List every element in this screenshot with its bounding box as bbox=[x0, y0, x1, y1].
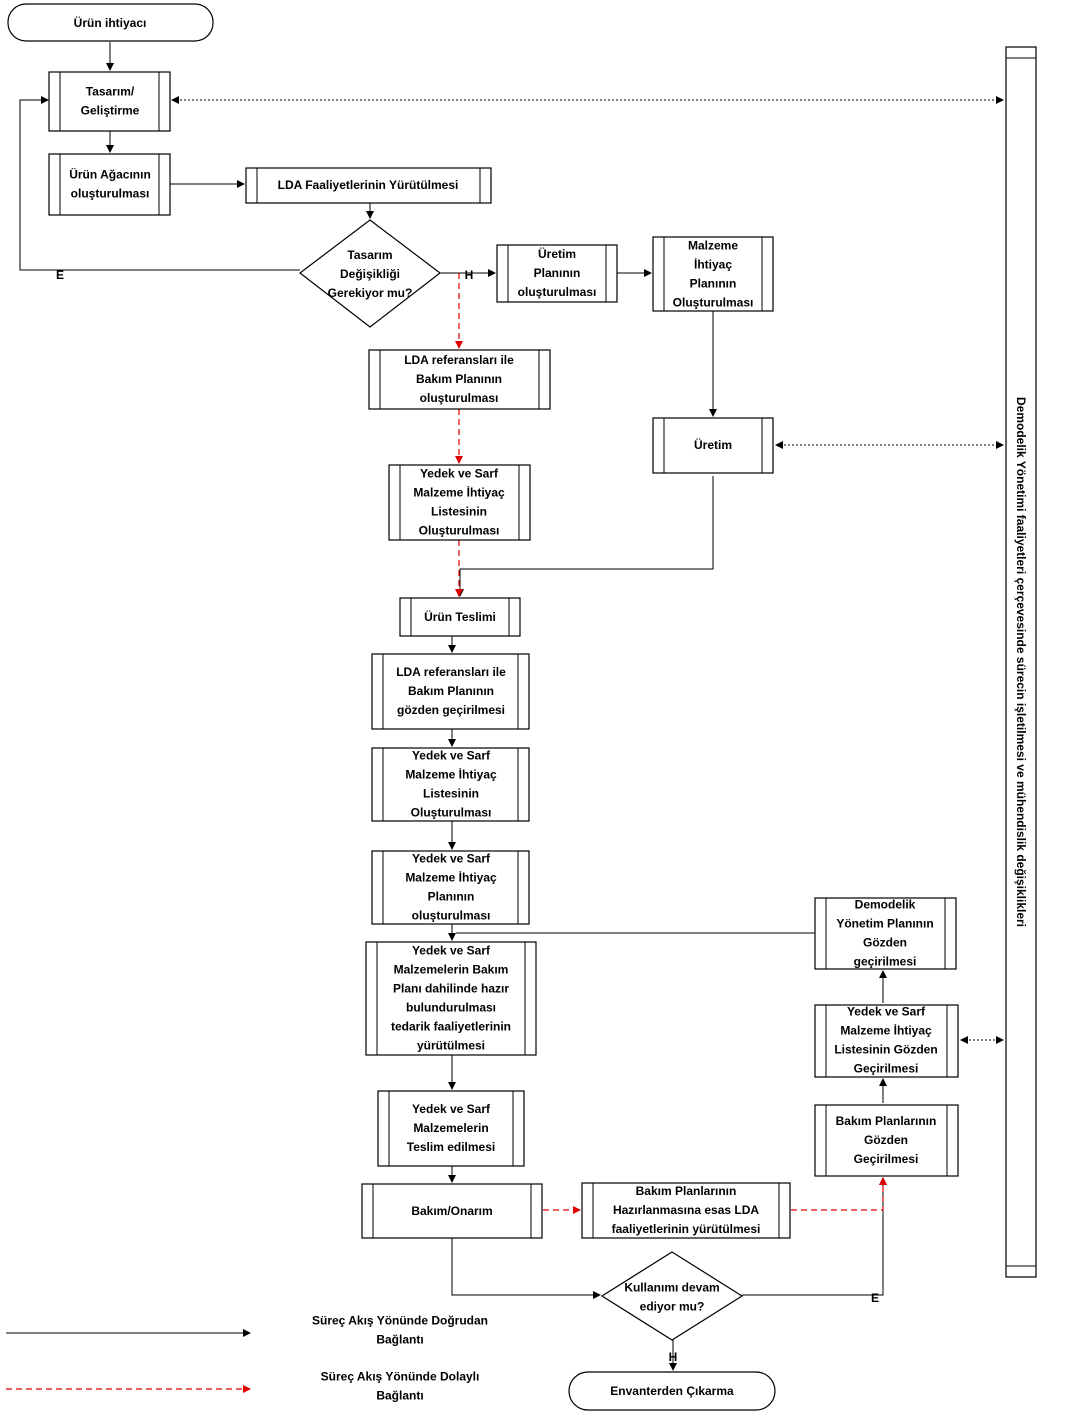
text-line: İhtiyaç bbox=[693, 257, 733, 272]
branch-no-label: H bbox=[464, 268, 474, 282]
text-line: Süreç Akış Yönünde Doğrudan bbox=[311, 1313, 489, 1328]
design-box[interactable] bbox=[49, 72, 170, 131]
spare-delivery-box[interactable] bbox=[378, 1091, 524, 1166]
text-line: gözden geçirilmesi bbox=[396, 703, 506, 717]
text-line: Oluşturulması bbox=[410, 805, 492, 820]
text-line: Yedek ve Sarf bbox=[846, 1004, 926, 1019]
text-line: oluşturulması bbox=[419, 391, 499, 405]
lda-maint-plan-review-label bbox=[396, 665, 506, 717]
design-change-decision[interactable] bbox=[300, 220, 440, 327]
text-line: Üretim bbox=[537, 247, 577, 261]
text-line: Malzeme İhtiyaç bbox=[405, 870, 497, 885]
maintenance-box[interactable] bbox=[362, 1184, 542, 1238]
text-line: Malzemelerin bbox=[413, 1121, 489, 1135]
production-box[interactable] bbox=[653, 418, 773, 473]
connector-indirect bbox=[791, 1178, 883, 1210]
text-line: LDA referansları ile bbox=[404, 353, 514, 367]
text-line: Bakım Planlarının bbox=[835, 1114, 937, 1128]
branch-no-label: H bbox=[668, 1350, 678, 1364]
text-line: Geçirilmesi bbox=[853, 1061, 919, 1076]
start-node[interactable] bbox=[8, 4, 213, 41]
lda-maint-plan-create-label bbox=[404, 353, 514, 405]
text-line: Süreç Akış Yönünde Dolaylı bbox=[320, 1369, 480, 1384]
text-line: Ürün ihtiyacı bbox=[73, 16, 147, 30]
text-line: Yönetim Planının bbox=[836, 916, 934, 931]
text-line: Gerekiyor mu? bbox=[327, 286, 413, 300]
text-line: Bakım Planlarının bbox=[635, 1184, 737, 1198]
start-node-label bbox=[74, 15, 147, 30]
text-line: Demodelik bbox=[854, 897, 916, 912]
text-line: Tasarım/ bbox=[85, 84, 135, 99]
text-line: Ürün Teslimi bbox=[424, 610, 496, 624]
text-line: Gözden bbox=[864, 1133, 908, 1147]
text-line: bulundurulması bbox=[406, 1000, 496, 1015]
spare-supply-box[interactable] bbox=[366, 942, 536, 1055]
maintenance-label bbox=[411, 1204, 492, 1218]
text-line: oluşturulması bbox=[411, 908, 491, 923]
text-line: Bağlantı bbox=[376, 1332, 424, 1347]
text-line: faaliyetlerinin yürütülmesi bbox=[611, 1222, 761, 1236]
text-line: Oluşturulması bbox=[418, 523, 500, 538]
text-line: Bakım Planının bbox=[407, 684, 495, 698]
text-line: Oluşturulması bbox=[672, 295, 754, 310]
obsolescence-bar[interactable] bbox=[1006, 47, 1036, 1277]
text-line: Demodelik Yönetimi faaliyetleri çerçevesinde sürecin işletilmesi ve mühendislik değişiklikleri bbox=[1014, 396, 1028, 928]
text-line: Listesinin Gözden bbox=[834, 1042, 938, 1057]
text-line: ediyor mu? bbox=[639, 1299, 705, 1314]
maint-plans-review-box[interactable] bbox=[815, 1105, 958, 1176]
text-line: Malzeme İhtiyaç bbox=[840, 1023, 932, 1038]
text-line: Planı dahilinde hazır bbox=[392, 981, 510, 996]
text-line: Bakım Planının bbox=[415, 372, 503, 386]
text-line: Planının bbox=[689, 276, 737, 291]
text-line: Üretim bbox=[693, 438, 733, 452]
obsolescence-plan-review-box[interactable] bbox=[815, 898, 956, 970]
text-line: Değişikliği bbox=[339, 267, 401, 281]
legend-direct-label bbox=[312, 1314, 488, 1347]
production-label bbox=[694, 437, 732, 452]
spare-list-review-box[interactable] bbox=[815, 1005, 958, 1078]
text-line: Planının bbox=[533, 266, 581, 280]
text-line: Geliştirme bbox=[80, 103, 140, 118]
spare-need-list-box-1[interactable] bbox=[389, 465, 530, 540]
delivery-label bbox=[424, 609, 496, 624]
text-line: yürütülmesi bbox=[416, 1038, 486, 1053]
text-line: Malzeme İhtiyaç bbox=[405, 767, 497, 782]
text-line: Yedek ve Sarf bbox=[411, 1102, 491, 1116]
text-line: Malzeme İhtiyaç bbox=[413, 485, 505, 500]
text-line: Malzeme bbox=[687, 238, 739, 253]
decommission-label bbox=[610, 1384, 734, 1398]
text-line: Malzemelerin Bakım bbox=[393, 962, 509, 977]
text-line: LDA referansları ile bbox=[396, 665, 506, 679]
text-line: Kullanımı devam bbox=[624, 1280, 720, 1295]
text-line: Teslim edilmesi bbox=[406, 1140, 496, 1154]
lda-maint-plan-review-box[interactable] bbox=[372, 654, 529, 729]
text-line: Yedek ve Sarf bbox=[411, 748, 491, 763]
text-line: Planının bbox=[427, 889, 475, 904]
connector bbox=[452, 1238, 600, 1295]
spare-need-plan-box[interactable] bbox=[372, 851, 529, 924]
product-tree-box[interactable] bbox=[49, 154, 170, 215]
text-line: LDA Faaliyetlerinin Yürütülmesi bbox=[277, 178, 459, 192]
text-line: Listesinin bbox=[422, 786, 480, 801]
text-line: Tasarım bbox=[347, 248, 393, 262]
production-plan-box[interactable] bbox=[497, 245, 617, 302]
legend bbox=[6, 1314, 488, 1403]
branch-yes-label: E bbox=[870, 1291, 880, 1305]
text-line: Bağlantı bbox=[376, 1388, 424, 1403]
spare-need-list-box-2[interactable] bbox=[372, 748, 529, 821]
delivery-box[interactable] bbox=[400, 598, 520, 636]
text-line: Geçirilmesi bbox=[853, 1152, 919, 1166]
text-line: Gözden bbox=[863, 935, 907, 950]
material-need-plan-box[interactable] bbox=[653, 237, 773, 311]
text-line: Yedek ve Sarf bbox=[411, 851, 491, 866]
text-line: Ürün Ağacının bbox=[69, 167, 151, 182]
spare-delivery-label bbox=[407, 1102, 495, 1154]
text-line: Envanterden Çıkarma bbox=[610, 1384, 734, 1398]
lda-maint-plan-create-box[interactable] bbox=[369, 350, 550, 409]
obsolescence-bar-label bbox=[1014, 397, 1028, 927]
text-line: Yedek ve Sarf bbox=[419, 466, 499, 481]
branch-yes-label: E bbox=[55, 268, 65, 282]
lda-activities-box[interactable] bbox=[246, 168, 491, 203]
decommission-node[interactable] bbox=[569, 1372, 775, 1410]
lda-for-maint-plans-box[interactable] bbox=[582, 1183, 790, 1238]
text-line: Yedek ve Sarf bbox=[411, 943, 491, 958]
legend-indirect-label bbox=[321, 1370, 480, 1403]
continue-use-decision[interactable] bbox=[602, 1252, 742, 1340]
text-line: geçirilmesi bbox=[853, 954, 917, 969]
text-line: Bakım/Onarım bbox=[411, 1204, 493, 1218]
text-line: oluşturulması bbox=[517, 285, 597, 299]
text-line: Listesinin bbox=[430, 504, 488, 519]
text-line: oluşturulması bbox=[70, 186, 150, 201]
text-line: Hazırlanmasına esas LDA bbox=[612, 1203, 760, 1217]
lda-activities-label bbox=[278, 178, 459, 192]
text-line: tedarik faaliyetlerinin bbox=[390, 1019, 512, 1034]
